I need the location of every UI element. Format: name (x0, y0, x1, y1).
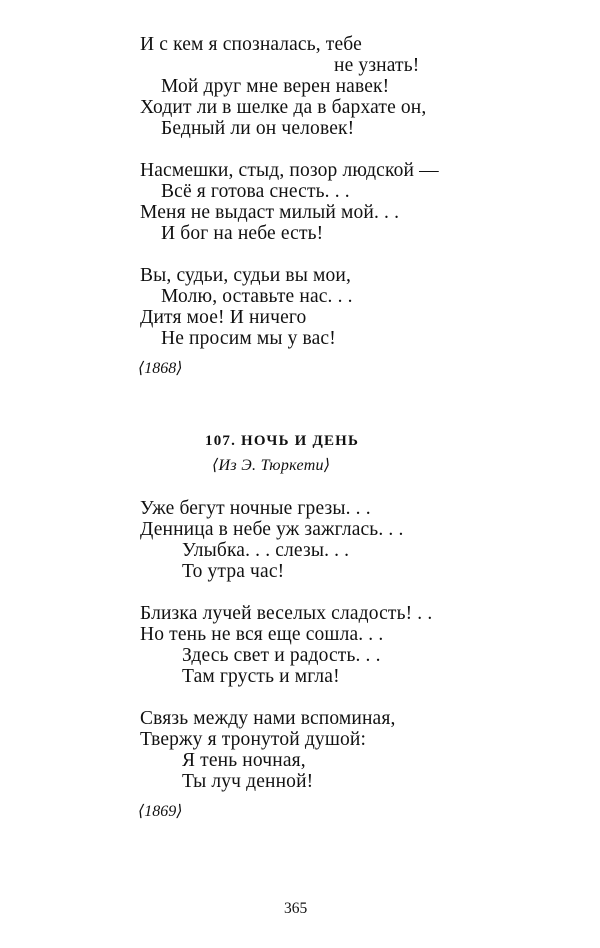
poem-date: ⟨1869⟩ (138, 803, 183, 820)
poem-subtitle: ⟨Из Э. Тюркети⟩ (212, 457, 331, 474)
verse-line: Молю, оставьте нас. . . (161, 286, 353, 307)
poem-date: ⟨1868⟩ (138, 360, 183, 377)
verse-line: Мой друг мне верен навек! (161, 76, 390, 97)
verse-line: Меня не выдаст милый мой. . . (140, 202, 400, 223)
verse-line: Денница в небе уж зажглась. . . (140, 519, 404, 540)
verse-line: Не просим мы у вас! (161, 328, 336, 349)
verse-line: Насмешки, стыд, позор людской — (140, 160, 439, 181)
verse-line: Дитя мое! И ничего (140, 307, 307, 328)
verse-line: Здесь свет и радость. . . (182, 645, 381, 666)
verse-line: Там грусть и мгла! (182, 666, 340, 687)
verse-line: Бедный ли он человек! (161, 118, 355, 139)
verse-line: Твержу я тронутой душой: (140, 729, 367, 750)
verse-line: Близка лучей веселых сладость! . . (140, 603, 433, 624)
poem-title: 107. НОЧЬ И ДЕНЬ (205, 433, 360, 449)
verse-line: Всё я готова снесть. . . (161, 181, 350, 202)
verse-line: Я тень ночная, (182, 750, 306, 771)
verse-line: Ходит ли в шелке да в бархате он, (140, 97, 427, 118)
verse-line: Ты луч денной! (182, 771, 314, 792)
verse-line: Вы, судьи, судьи вы мои, (140, 265, 352, 286)
verse-line: И с кем я спознaлась, тебе (140, 34, 362, 55)
page-number: 365 (284, 900, 308, 917)
verse-line: То утра час! (182, 561, 285, 582)
verse-line: Уже бегут ночные грезы. . . (140, 498, 371, 519)
verse-line: Связь между нами вспоминая, (140, 708, 396, 729)
verse-line: не узнать! (334, 55, 420, 76)
verse-line: И бог на небе есть! (161, 223, 324, 244)
verse-line: Улыбка. . . слезы. . . (182, 540, 350, 561)
verse-line: Но тень не вся еще сошла. . . (140, 624, 384, 645)
